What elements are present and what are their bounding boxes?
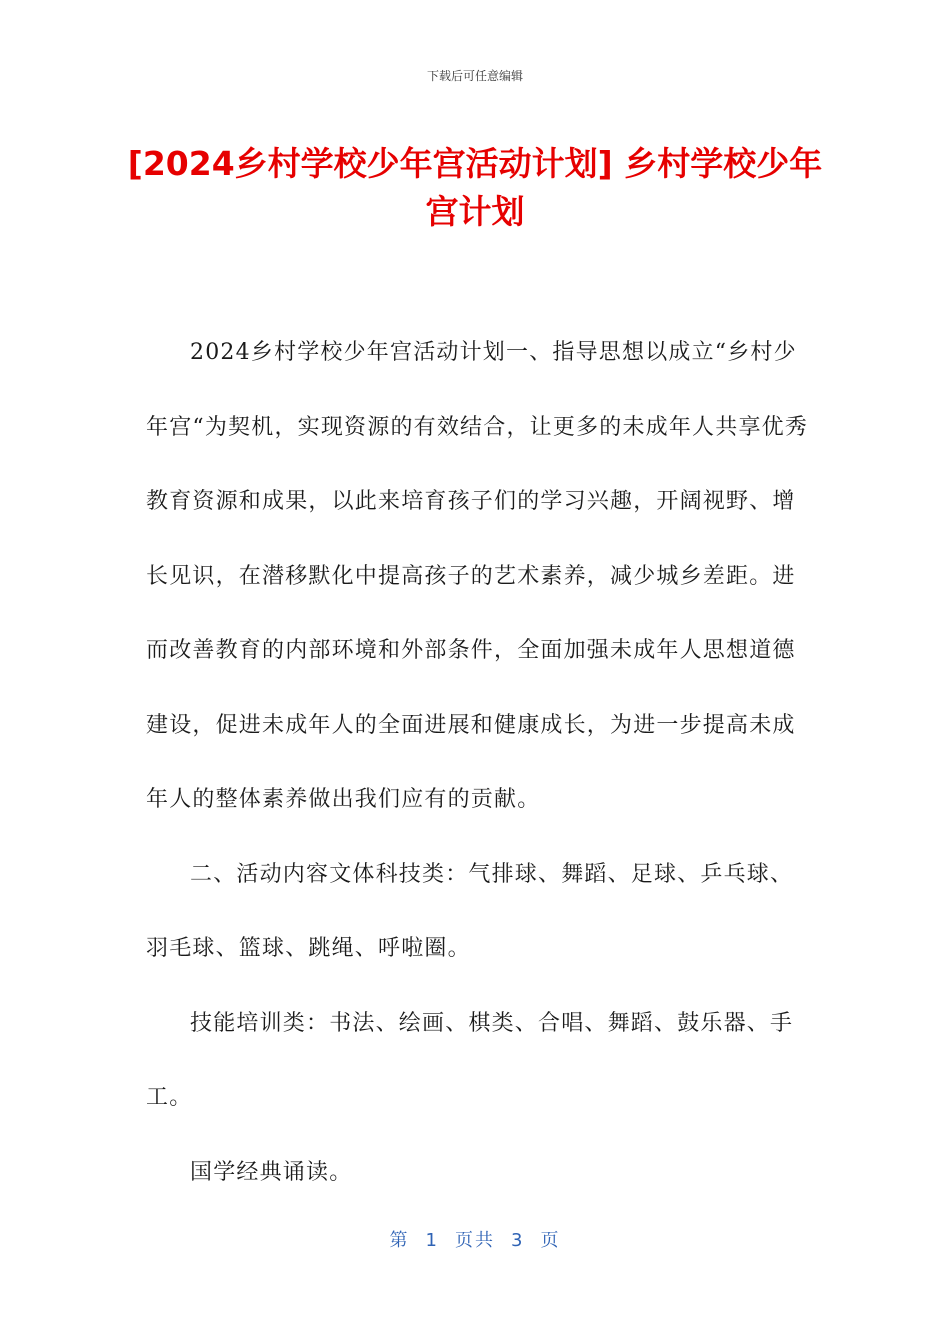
document-body xyxy=(146,316,814,1210)
header-note: 下载后可任意编辑 xyxy=(426,69,523,83)
paragraph-classics-reading: 国学经典诵读。 xyxy=(190,1159,353,1185)
paragraph-guiding-thought: 2024乡村学校少年宫活动计划一、指导思想以成立“乡村少年宫“为契机，实现资源的有效结合，让更多的未成年人共享优秀教育资源和成果，以此来培育孩子们的学习兴趣，开阔视野、增长见识，在潜移默化中提高孩子的艺术素养，减少城乡差距。进而改善教育的内部环境和外部条件，全面加强未成年人思想道德建设，促进未成年人的全面进展和健康成长，为进一步提高未成年人的整体素养做出我们应有的贡献。 xyxy=(146,340,809,812)
page-footer xyxy=(0,1226,950,1252)
paragraph-skill-training: 技能培训类：书法、绘画、棋类、合唱、舞蹈、鼓乐器、手工。 xyxy=(146,1010,794,1110)
document-title: [2024乡村学校少年宫活动计划] 乡村学校少年宫计划 xyxy=(127,144,823,231)
footer-total-pages: 3 xyxy=(511,1230,525,1251)
footer-prefix: 第 xyxy=(389,1230,410,1251)
footer-current-page: 1 xyxy=(425,1230,439,1251)
paragraph-activity-content: 二、活动内容文体科技类：气排球、舞蹈、足球、乒乓球、羽毛球、篮球、跳绳、呼啦圈。 xyxy=(146,861,794,961)
footer-suffix: 页 xyxy=(540,1230,561,1251)
footer-middle: 页共 xyxy=(455,1230,495,1251)
